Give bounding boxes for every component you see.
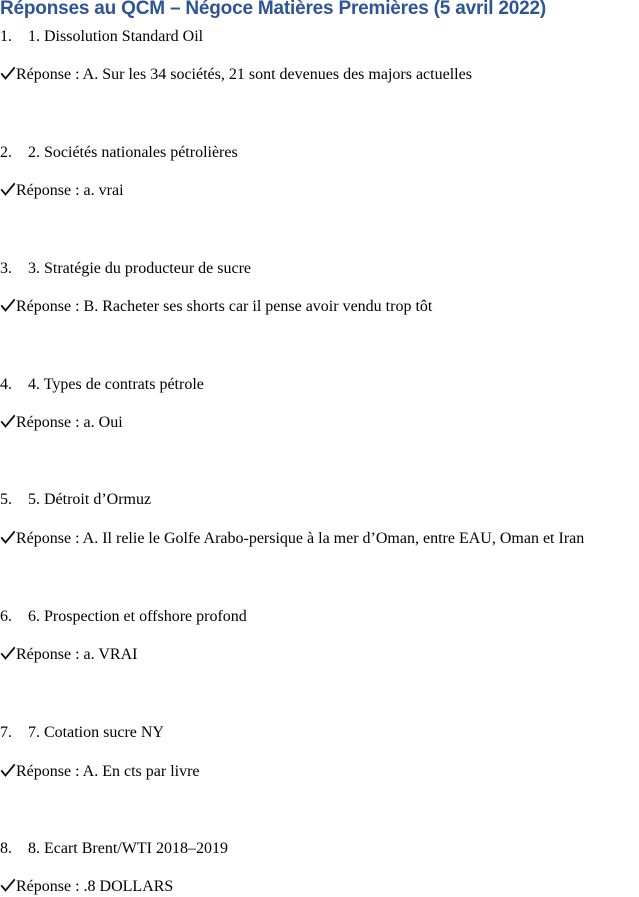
check-mark-icon <box>0 297 16 313</box>
answer-text: Réponse : a. vrai <box>16 182 124 199</box>
question-text: 4. Types de contrats pétrole <box>28 376 204 393</box>
answer-text: Réponse : B. Racheter ses shorts car il pense avoir vendu trop tôt <box>16 298 433 315</box>
answer-text: Réponse : A. En cts par livre <box>16 763 200 780</box>
list-number: 2. <box>0 144 12 161</box>
list-number: 4. <box>0 376 12 393</box>
check-mark-icon <box>0 529 16 545</box>
answer-item <box>0 877 173 897</box>
list-number: 6. <box>0 608 12 625</box>
answer-text: Réponse : .8 DOLLARS <box>16 878 174 895</box>
check-mark-icon <box>0 877 16 893</box>
answer-text: Réponse : a. VRAI <box>16 646 138 663</box>
question-item <box>0 143 238 163</box>
question-item <box>0 259 251 279</box>
question-text: 5. Détroit d’Ormuz <box>28 491 152 508</box>
check-mark-icon <box>0 413 16 429</box>
question-item <box>0 375 204 395</box>
question-text: 6. Prospection et offshore profond <box>28 608 247 625</box>
answer-text: Réponse : A. Sur les 34 sociétés, 21 sont devenues des majors actuelles <box>16 66 472 83</box>
list-number: 3. <box>0 260 12 277</box>
answer-item <box>0 529 584 549</box>
check-mark-icon <box>0 762 16 778</box>
list-number: 1. <box>0 28 12 45</box>
check-mark-icon <box>0 181 16 197</box>
question-text: 1. Dissolution Standard Oil <box>28 28 204 45</box>
answer-text: Réponse : a. Oui <box>16 414 123 431</box>
answer-item <box>0 65 472 85</box>
document-title: Réponses au QCM – Négoce Matières Premières (5 avril 2022) <box>0 0 546 19</box>
answer-item <box>0 645 137 665</box>
question-item <box>0 27 203 47</box>
answer-text: Réponse : A. Il relie le Golfe Arabo-persique à la mer d’Oman, entre EAU, Oman et Iran <box>16 530 585 547</box>
list-number: 5. <box>0 491 12 508</box>
question-text: 7. Cotation sucre NY <box>28 724 164 741</box>
list-number: 8. <box>0 840 12 857</box>
question-item <box>0 723 164 743</box>
answer-item <box>0 181 124 201</box>
question-text: 3. Stratégie du producteur de sucre <box>28 260 252 277</box>
question-item <box>0 607 247 627</box>
list-number: 7. <box>0 724 12 741</box>
check-mark-icon <box>0 645 16 661</box>
question-text: 8. Ecart Brent/WTI 2018–2019 <box>28 840 228 857</box>
answer-item <box>0 762 200 782</box>
question-item <box>0 490 151 510</box>
answer-item <box>0 413 123 433</box>
question-text: 2. Sociétés nationales pétrolières <box>28 144 238 161</box>
answer-item <box>0 297 432 317</box>
check-mark-icon <box>0 65 16 81</box>
question-item <box>0 839 228 859</box>
